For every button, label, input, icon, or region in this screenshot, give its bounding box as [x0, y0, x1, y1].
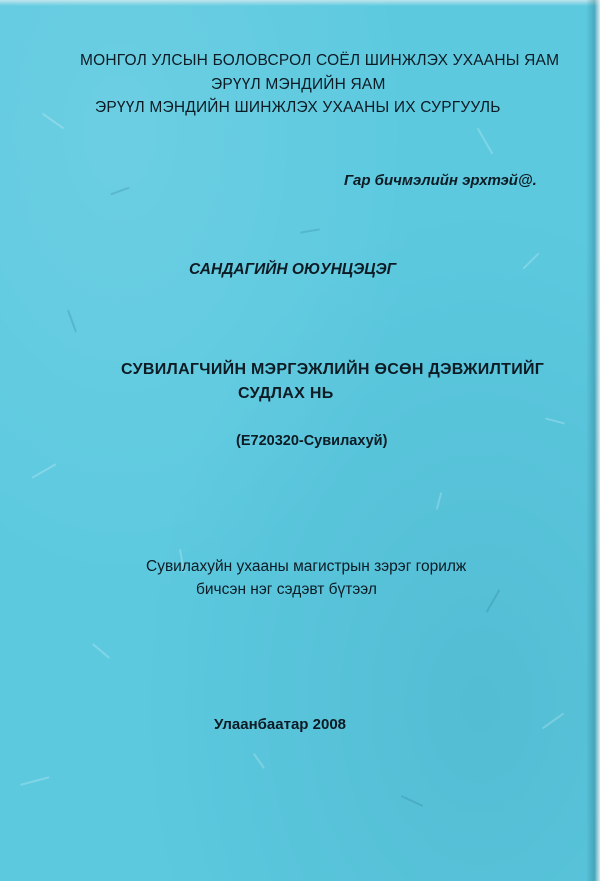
- degree-description-line-1: Сувилахуйн ухааны магистрын зэрэг горилж: [146, 558, 467, 575]
- page-right-edge: [586, 0, 600, 881]
- university-name-line: ЭРҮҮЛ МЭНДИЙН ШИНЖЛЭХ УХААНЫ ИХ СУРГУУЛЬ: [95, 99, 501, 116]
- place-and-year: Улаанбаатар 2008: [214, 716, 346, 733]
- specialty-code: (E720320-Сувилахуй): [236, 433, 388, 449]
- degree-description-line-2: бичсэн нэг сэдэвт бүтээл: [196, 581, 377, 598]
- ministry-of-health-line: ЭРҮҮЛ МЭНДИЙН ЯАМ: [211, 76, 386, 93]
- thesis-title-line-2: СУДЛАХ НЬ: [238, 385, 334, 402]
- thesis-title-line-1: СУВИЛАГЧИЙН МЭРГЭЖЛИЙН ӨСӨН ДЭВЖИЛТИЙГ: [121, 361, 545, 378]
- author-name: САНДАГИЙН ОЮУНЦЭЦЭГ: [189, 261, 397, 278]
- page-top-edge: [0, 0, 600, 6]
- ministry-of-education-line: МОНГОЛ УЛСЫН БОЛОВСРОЛ СОЁЛ ШИНЖЛЭХ УХААНЫ ЯАМ: [80, 52, 560, 69]
- manuscript-rights-note: Гар бичмэлийн эрхтэй@.: [344, 172, 537, 189]
